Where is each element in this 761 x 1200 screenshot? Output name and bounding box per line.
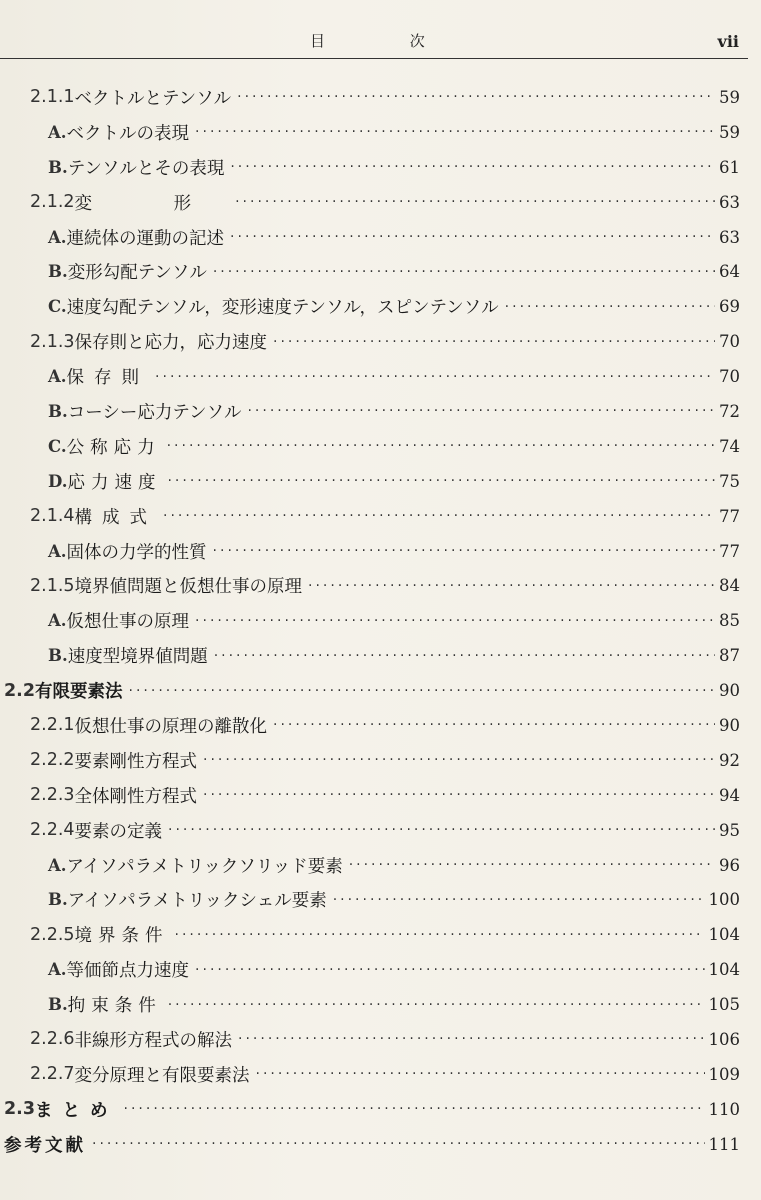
entry-page: 75 xyxy=(719,471,740,491)
entry-page: 63 xyxy=(719,192,740,212)
entry-page: 87 xyxy=(719,646,740,666)
entry-number: 2.1.3 xyxy=(30,331,75,352)
dot-leader xyxy=(124,1100,705,1118)
toc-entry-2-1-1-a[interactable] xyxy=(0,115,740,150)
entry-title: アイソパラメトリックソリッド要素 xyxy=(66,856,343,877)
entry-title: 境界条件 xyxy=(74,926,169,947)
toc-entry-2-1-5-b[interactable] xyxy=(0,638,740,673)
entry-page: 77 xyxy=(719,506,740,526)
dot-leader xyxy=(175,926,705,944)
dot-leader xyxy=(308,577,715,595)
toc-entry-2-2[interactable] xyxy=(0,673,740,708)
toc-entry-2-1-4[interactable] xyxy=(0,499,740,534)
entry-number: A. xyxy=(48,855,67,875)
entry-number: 2.2.6 xyxy=(30,1029,75,1050)
header-page-number: vii xyxy=(717,32,739,51)
entry-number: B. xyxy=(48,995,68,1015)
toc-entry-2-2-6[interactable] xyxy=(0,1022,740,1057)
entry-number: A. xyxy=(48,367,67,387)
dot-leader xyxy=(155,368,715,386)
entry-page: 72 xyxy=(719,401,740,421)
table-of-contents xyxy=(0,80,740,1162)
entry-page: 90 xyxy=(719,681,740,701)
entry-page: 64 xyxy=(719,262,740,282)
entry-number: 2.1.5 xyxy=(30,575,75,596)
entry-title: 参考文献 xyxy=(4,1135,86,1156)
entry-page: 69 xyxy=(719,297,740,317)
dot-leader xyxy=(195,961,704,979)
entry-page: 61 xyxy=(719,157,740,177)
dot-leader xyxy=(256,1065,705,1083)
entry-page: 110 xyxy=(708,1099,740,1119)
entry-number: 2.2.4 xyxy=(30,820,75,841)
toc-entry-2-1-2-b[interactable] xyxy=(0,254,740,289)
entry-title: 非線形方程式の解法 xyxy=(74,1030,233,1051)
entry-number: B. xyxy=(48,646,68,666)
entry-title: 連続体の運動の記述 xyxy=(66,228,225,249)
dot-leader xyxy=(129,682,715,700)
entry-title: 変分原理と有限要素法 xyxy=(74,1065,250,1086)
toc-entry-references[interactable] xyxy=(0,1127,740,1162)
toc-entry-2-1-4-a[interactable] xyxy=(0,534,740,569)
entry-number: A. xyxy=(48,541,67,561)
entry-number: A. xyxy=(48,611,67,631)
entry-title: 速度型境界値問題 xyxy=(67,647,208,668)
entry-number: C. xyxy=(48,297,67,317)
toc-entry-2-2-4-a[interactable] xyxy=(0,848,740,883)
toc-entry-2-1-2-c[interactable] xyxy=(0,289,740,324)
entry-title: ベクトルの表現 xyxy=(66,123,190,144)
entry-number: 2.2.5 xyxy=(30,924,75,945)
dot-leader xyxy=(230,158,715,176)
entry-number: 2.2.7 xyxy=(30,1064,75,1085)
entry-number: B. xyxy=(48,401,68,421)
entry-number: 2.2.2 xyxy=(30,750,75,771)
toc-entry-2-2-3[interactable] xyxy=(0,778,740,813)
dot-leader xyxy=(214,647,715,665)
entry-title: 全体剛性方程式 xyxy=(74,786,198,807)
entry-number: B. xyxy=(48,157,68,177)
entry-number: 2.3 xyxy=(4,1099,36,1120)
header-rule xyxy=(0,58,748,59)
entry-number: 2.1.4 xyxy=(30,506,75,527)
dot-leader xyxy=(203,786,715,804)
entry-page: 85 xyxy=(719,611,740,631)
dot-leader xyxy=(195,612,715,630)
dot-leader xyxy=(167,472,715,490)
entry-number: 2.2.3 xyxy=(30,785,75,806)
toc-entry-2-2-5-a[interactable] xyxy=(0,952,740,987)
dot-leader xyxy=(235,193,715,211)
toc-entry-2-2-4[interactable] xyxy=(0,813,740,848)
toc-entry-2-2-2[interactable] xyxy=(0,743,740,778)
entry-title: 保存則 xyxy=(66,368,150,389)
entry-page: 63 xyxy=(719,227,740,247)
entry-page: 84 xyxy=(719,576,740,596)
entry-title: まとめ xyxy=(35,1100,118,1121)
toc-entry-2-1-5[interactable] xyxy=(0,568,740,603)
dot-leader xyxy=(238,1030,704,1048)
entry-page: 92 xyxy=(719,750,740,770)
dot-leader xyxy=(168,996,705,1014)
toc-entry-2-2-5-b[interactable] xyxy=(0,987,740,1022)
entry-number: 2.2.1 xyxy=(30,715,75,736)
entry-title: 境界値問題と仮想仕事の原理 xyxy=(74,577,303,598)
entry-page: 74 xyxy=(719,436,740,456)
entry-title: 応力速度 xyxy=(67,472,162,493)
dot-leader xyxy=(203,751,715,769)
dot-leader xyxy=(273,333,715,351)
entry-title: 有限要素法 xyxy=(35,682,123,703)
entry-title: 拘束条件 xyxy=(67,996,162,1017)
entry-title: アイソパラメトリックシェル要素 xyxy=(67,891,327,912)
entry-number: 2.2 xyxy=(4,680,36,701)
toc-entry-2-1-5-a[interactable] xyxy=(0,603,740,638)
toc-entry-2-1-2[interactable] xyxy=(0,185,740,220)
toc-entry-2-1-3-d[interactable] xyxy=(0,464,740,499)
entry-number: D. xyxy=(48,471,68,491)
entry-number: B. xyxy=(48,890,68,910)
entry-title: 構成式 xyxy=(74,507,158,528)
dot-leader xyxy=(333,891,705,909)
entry-number: A. xyxy=(48,227,67,247)
dot-leader xyxy=(195,123,715,141)
entry-page: 77 xyxy=(719,541,740,561)
entry-page: 111 xyxy=(708,1134,740,1154)
dot-leader xyxy=(273,716,715,734)
entry-title: 保存則と応力，応力速度 xyxy=(74,333,268,354)
entry-page: 104 xyxy=(708,925,740,945)
dot-leader xyxy=(168,821,715,839)
entry-page: 96 xyxy=(719,855,740,875)
toc-entry-2-2-7[interactable] xyxy=(0,1057,740,1092)
entry-page: 104 xyxy=(708,960,740,980)
entry-number: C. xyxy=(48,436,67,456)
entry-title: 固体の力学的性質 xyxy=(66,542,207,563)
entry-page: 105 xyxy=(708,995,740,1015)
toc-entry-2-2-4-b[interactable] xyxy=(0,882,740,917)
dot-leader xyxy=(213,263,715,281)
toc-entry-2-1-3[interactable] xyxy=(0,324,740,359)
dot-leader xyxy=(230,228,715,246)
entry-page: 90 xyxy=(719,715,740,735)
dot-leader xyxy=(167,437,715,455)
toc-entry-2-1-3-a[interactable] xyxy=(0,359,740,394)
entry-title: 変 形 xyxy=(74,193,230,214)
entry-page: 59 xyxy=(719,122,740,142)
entry-page: 95 xyxy=(719,820,740,840)
dot-leader xyxy=(247,402,715,420)
entry-page: 59 xyxy=(719,87,740,107)
dot-leader xyxy=(505,298,715,316)
entry-page: 70 xyxy=(719,367,740,387)
toc-entry-2-3[interactable] xyxy=(0,1092,740,1127)
entry-number: 2.1.1 xyxy=(30,87,75,108)
dot-leader xyxy=(163,507,715,525)
entry-number: 2.1.2 xyxy=(30,192,75,213)
toc-entry-2-1-3-b[interactable] xyxy=(0,394,740,429)
toc-entry-2-2-5[interactable] xyxy=(0,917,740,952)
entry-title: テンソルとその表現 xyxy=(67,158,225,179)
toc-entry-2-2-1[interactable] xyxy=(0,708,740,743)
dot-leader xyxy=(237,88,715,106)
entry-title: ベクトルとテンソル xyxy=(74,88,232,109)
entry-title: 変形勾配テンソル xyxy=(67,263,207,284)
entry-page: 70 xyxy=(719,332,740,352)
entry-title: 要素剛性方程式 xyxy=(74,751,198,772)
toc-entry-2-1-2-a[interactable] xyxy=(0,220,740,255)
header-title: 目 次 xyxy=(310,32,465,50)
dot-leader xyxy=(349,856,715,874)
toc-entry-2-1-3-c[interactable] xyxy=(0,429,740,464)
entry-number: A. xyxy=(48,960,67,980)
entry-number: A. xyxy=(48,122,67,142)
entry-page: 109 xyxy=(708,1064,740,1084)
entry-page: 106 xyxy=(708,1029,740,1049)
toc-entry-2-1-1-b[interactable] xyxy=(0,150,740,185)
entry-title: 仮想仕事の原理の離散化 xyxy=(74,716,268,737)
entry-page: 94 xyxy=(719,785,740,805)
entry-title: 速度勾配テンソル，変形速度テンソル，スピンテンソル xyxy=(66,298,499,319)
entry-title: 公称応力 xyxy=(66,437,161,458)
toc-entry-2-1-1[interactable] xyxy=(0,80,740,115)
entry-number: B. xyxy=(48,262,68,282)
entry-title: 仮想仕事の原理 xyxy=(66,612,190,633)
entry-title: コーシー応力テンソル xyxy=(67,402,242,423)
entry-page: 100 xyxy=(708,890,740,910)
dot-leader xyxy=(92,1135,705,1153)
entry-title: 要素の定義 xyxy=(74,821,163,842)
entry-title: 等価節点力速度 xyxy=(66,961,190,982)
dot-leader xyxy=(213,542,715,560)
